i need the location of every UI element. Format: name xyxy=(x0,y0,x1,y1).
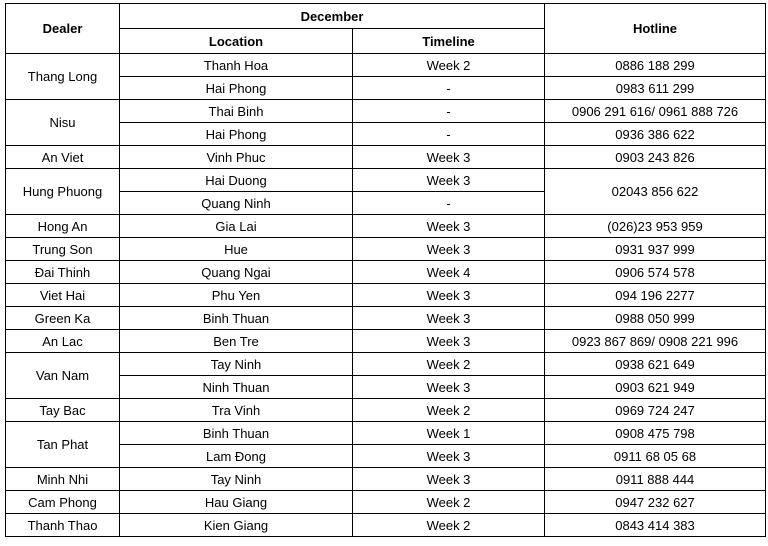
location-cell: Kien Giang xyxy=(120,514,353,537)
location-cell: Ben Tre xyxy=(120,330,353,353)
dealer-cell: Cam Phong xyxy=(6,491,120,514)
dealer-cell: Hung Phuong xyxy=(6,169,120,215)
location-cell: Binh Thuan xyxy=(120,422,353,445)
hotline-cell: 0969 724 247 xyxy=(545,399,766,422)
timeline-cell: Week 2 xyxy=(353,353,545,376)
timeline-cell: Week 2 xyxy=(353,399,545,422)
table-row xyxy=(6,123,766,146)
table-row xyxy=(6,376,766,399)
dealer-cell: An Viet xyxy=(6,146,120,169)
timeline-header: Timeline xyxy=(353,29,545,54)
table-row xyxy=(6,514,766,537)
location-cell: Quang Ninh xyxy=(120,192,353,215)
timeline-cell: Week 2 xyxy=(353,54,545,77)
dealer-cell: Tay Bac xyxy=(6,399,120,422)
dealer-cell: Tan Phat xyxy=(6,422,120,468)
location-cell: Hai Phong xyxy=(120,77,353,100)
hotline-cell: 0911 888 444 xyxy=(545,468,766,491)
dealer-cell: Thanh Thao xyxy=(6,514,120,537)
hotline-cell: 0906 291 616/ 0961 888 726 xyxy=(545,100,766,123)
location-cell: Tay Ninh xyxy=(120,468,353,491)
dealer-cell: Trung Son xyxy=(6,238,120,261)
timeline-cell: Week 3 xyxy=(353,307,545,330)
hotline-cell: 0983 611 299 xyxy=(545,77,766,100)
location-cell: Hai Duong xyxy=(120,169,353,192)
dealer-cell: Viet Hai xyxy=(6,284,120,307)
location-cell: Vinh Phuc xyxy=(120,146,353,169)
dealer-header: Dealer xyxy=(6,4,120,54)
location-cell: Lam Đong xyxy=(120,445,353,468)
hotline-cell: 02043 856 622 xyxy=(545,169,766,215)
table-row xyxy=(6,261,766,284)
timeline-cell: Week 3 xyxy=(353,330,545,353)
table-row xyxy=(6,491,766,514)
timeline-cell: Week 3 xyxy=(353,146,545,169)
location-cell: Thanh Hoa xyxy=(120,54,353,77)
timeline-cell: Week 3 xyxy=(353,376,545,399)
table-row xyxy=(6,54,766,77)
timeline-cell: Week 1 xyxy=(353,422,545,445)
dealer-cell: Đai Thinh xyxy=(6,261,120,284)
location-cell: Gia Lai xyxy=(120,215,353,238)
hotline-cell: 0938 621 649 xyxy=(545,353,766,376)
header-row xyxy=(6,4,766,29)
table-row xyxy=(6,100,766,123)
location-header: Location xyxy=(120,29,353,54)
dealer-cell: Van Nam xyxy=(6,353,120,399)
hotline-cell: 0947 232 627 xyxy=(545,491,766,514)
hotline-cell: 0923 867 869/ 0908 221 996 xyxy=(545,330,766,353)
table-row xyxy=(6,468,766,491)
timeline-cell: - xyxy=(353,192,545,215)
hotline-cell: 0931 937 999 xyxy=(545,238,766,261)
location-cell: Hue xyxy=(120,238,353,261)
table-row xyxy=(6,353,766,376)
dealer-cell: Nisu xyxy=(6,100,120,146)
timeline-cell: Week 3 xyxy=(353,238,545,261)
table-row xyxy=(6,238,766,261)
timeline-cell: Week 3 xyxy=(353,284,545,307)
timeline-cell: Week 4 xyxy=(353,261,545,284)
location-cell: Tra Vinh xyxy=(120,399,353,422)
table-row xyxy=(6,284,766,307)
hotline-cell: 0936 386 622 xyxy=(545,123,766,146)
table-row xyxy=(6,215,766,238)
location-cell: Tay Ninh xyxy=(120,353,353,376)
location-cell: Ninh Thuan xyxy=(120,376,353,399)
hotline-cell: 094 196 2277 xyxy=(545,284,766,307)
table-row xyxy=(6,307,766,330)
location-cell: Quang Ngai xyxy=(120,261,353,284)
hotline-cell: 0843 414 383 xyxy=(545,514,766,537)
hotline-cell: 0903 243 826 xyxy=(545,146,766,169)
dealer-cell: Minh Nhi xyxy=(6,468,120,491)
timeline-cell: Week 3 xyxy=(353,468,545,491)
table-row xyxy=(6,169,766,192)
timeline-cell: Week 3 xyxy=(353,445,545,468)
location-cell: Binh Thuan xyxy=(120,307,353,330)
location-cell: Hai Phong xyxy=(120,123,353,146)
location-cell: Hau Giang xyxy=(120,491,353,514)
timeline-cell: Week 3 xyxy=(353,169,545,192)
hotline-cell: 0906 574 578 xyxy=(545,261,766,284)
table-row xyxy=(6,445,766,468)
timeline-cell: Week 3 xyxy=(353,215,545,238)
table-row xyxy=(6,422,766,445)
dealer-cell: An Lac xyxy=(6,330,120,353)
table-row xyxy=(6,399,766,422)
hotline-cell: (026)23 953 959 xyxy=(545,215,766,238)
timeline-cell: - xyxy=(353,100,545,123)
location-cell: Thai Binh xyxy=(120,100,353,123)
hotline-cell: 0911 68 05 68 xyxy=(545,445,766,468)
hotline-cell: 0886 188 299 xyxy=(545,54,766,77)
hotline-cell: 0908 475 798 xyxy=(545,422,766,445)
hotline-header: Hotline xyxy=(545,4,766,54)
timeline-cell: - xyxy=(353,77,545,100)
dealer-cell: Hong An xyxy=(6,215,120,238)
timeline-cell: Week 2 xyxy=(353,491,545,514)
dealer-cell: Green Ka xyxy=(6,307,120,330)
timeline-cell: - xyxy=(353,123,545,146)
december-header: December xyxy=(120,4,545,29)
table-row xyxy=(6,77,766,100)
table-row xyxy=(6,330,766,353)
location-cell: Phu Yen xyxy=(120,284,353,307)
hotline-cell: 0903 621 949 xyxy=(545,376,766,399)
dealer-schedule-table xyxy=(5,3,766,537)
timeline-cell: Week 2 xyxy=(353,514,545,537)
dealer-cell: Thang Long xyxy=(6,54,120,100)
hotline-cell: 0988 050 999 xyxy=(545,307,766,330)
table-row xyxy=(6,146,766,169)
